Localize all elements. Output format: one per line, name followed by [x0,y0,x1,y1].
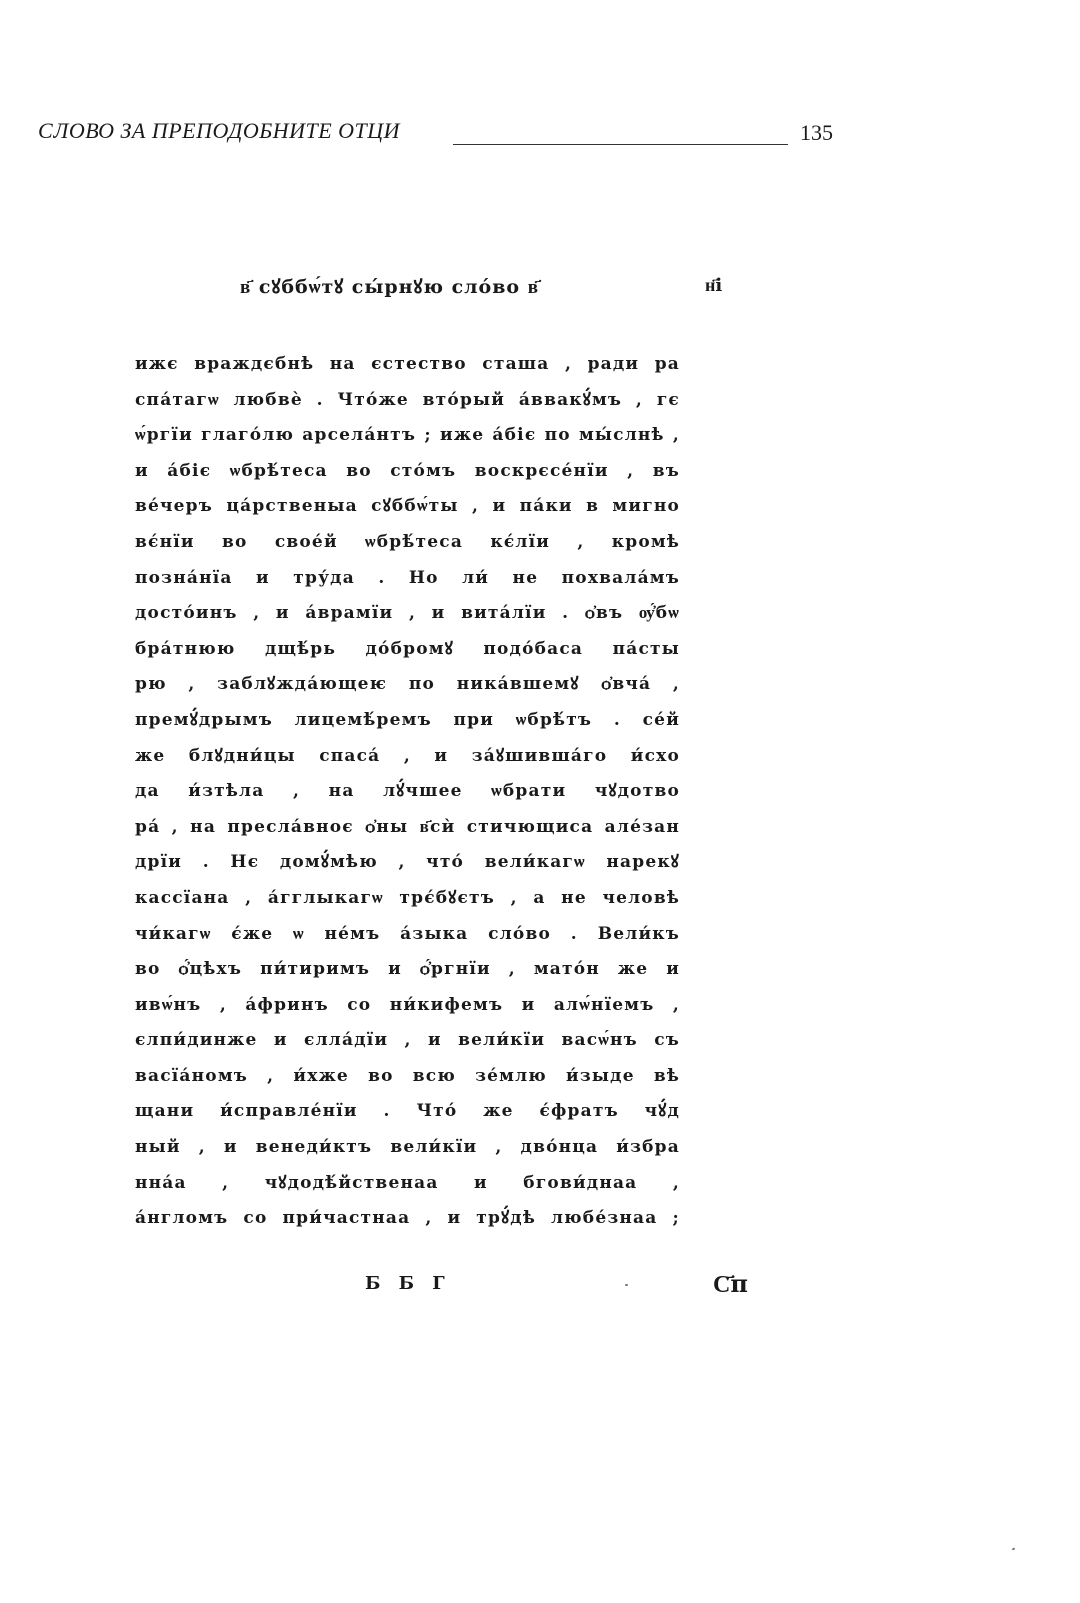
church-slavonic-text [135,347,680,1237]
scan-speck [625,1284,628,1286]
text-line: чи́кагѡ є́же ѡ не́мъ а́зыка сло́во . Вели́къ [135,923,680,944]
text-line: ивѡ́нъ , а́фринъ со ни́кифемъ и алѡ́нїемъ , [135,994,680,1015]
folio-mark-top: н҃і [705,275,723,296]
text-line: во ѻ҆́цѣхъ пи́тиримъ и ѻ҆́ргнїи , мато́н же и [135,959,680,980]
facsimile-page [135,265,748,1315]
text-line: рю , заблꙋжда́ющеѥ по ника́вшемꙋ ѻ҆вча́ , [135,674,680,695]
text-line: кассїана , а́гглыкагѡ трє́бꙋєтъ , а не человѣ [135,887,680,908]
text-line: же блꙋдни́цы спаса́ , и за́ꙋшивша́го и́схо [135,745,680,766]
page-number: 135 [800,120,833,145]
text-line: позна́нїа и тру́да . Но ли́ не похвала́мъ [135,567,680,588]
text-line: єлпи́динже и єлла́дїи , и вели́кїи васѡ́нъ съ [135,1030,680,1051]
text-line: а́нгломъ со при́частнаа , и трꙋ́дѣ любе́знаа ; [135,1208,680,1229]
text-line: нна́а , чꙋдодѣ́йственаа и бгови́днаа , [135,1172,680,1193]
text-line: спа́тагѡ любвѐ . Что́же вто́рый а́ввакꙋ́мъ , гє [135,389,680,410]
header-rule [453,144,788,145]
folio-mark-bottom: С҃п [713,1269,748,1298]
text-line: вє́нїи во свое́й ѡбрѣ́теса кє́лїи , кромѣ [135,531,680,552]
text-line: ижє враждєбнѣ на єстество сташа , ради ра [135,354,680,374]
text-line: ѡ́ргїи глаго́лю арсела́нтъ ; иже а́біє по мы́слнѣ , [135,425,680,446]
page-header [38,118,838,154]
facsimile-caption: в҃ сꙋббѡ́тꙋ сы́рнꙋю сло́во в҃ [240,276,539,298]
text-line: премꙋ́дрымъ лицемѣ́ремъ при ѡбрѣ́тъ . се́й [135,709,680,730]
signature-marks: Б Б Г [365,1273,451,1294]
text-line: ный , и венеди́ктъ вели́кїи , дво́нца и́збра [135,1137,680,1158]
text-line: васїа́номъ , и́хже во всю зе́млю и́зыде вѣ [135,1065,680,1086]
text-line: ве́черъ ца́рственыа сꙋббѡ́ты , и па́ки в мигно [135,496,680,517]
text-line: и а́біє ѡбрѣ́теса во сто́мъ воскрєсе́нїи , въ [135,460,680,481]
scan-speck [1012,1547,1016,1550]
text-line: дрїи . Нє домꙋ́мѣю , что́ вели́кагѡ нарекꙋ [135,852,680,873]
text-line: ра́ , на пресла́вноє ѻ҆ны в҃сѝ стичющиса але́зан [135,816,680,837]
running-title: СЛОВО ЗА ПРЕПОДОБНИТЕ ОТЦИ [38,118,401,143]
text-line: щани и́справле́нїи . Что́ же є́фратъ чꙋ́д [135,1101,680,1122]
text-line: бра́тнюю дщѣ́рь до́бромꙋ подо́баса па́сты [135,638,680,659]
text-line: досто́инъ , и а́врамїи , и вита́лїи . ѻ҆въ ѹ҆́бѡ [135,603,680,624]
text-line: да и́зтѣла , на лꙋ́чшее ѡбрати чꙋдотво [135,781,680,802]
